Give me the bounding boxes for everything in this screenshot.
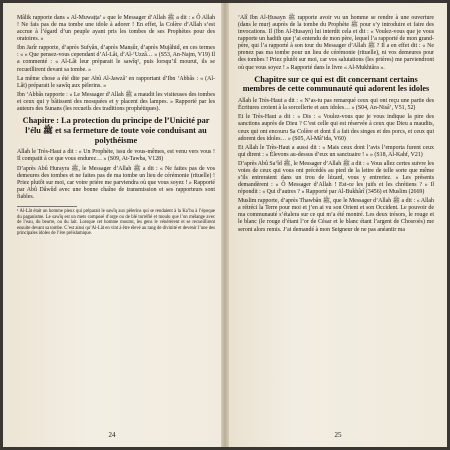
open-book	[3, 3, 447, 447]
footnote-rule	[17, 206, 77, 207]
left-page	[3, 3, 221, 447]
right-page	[229, 3, 447, 447]
footnote: ¹ Al-Lât était un homme pieux qui préparait le sawîq aux pèlerins qui se rendaient à la Ka’ba à l’époque du paganisme. Le sawîq est un mets composé d’orge ou de blé torréfié et moulu que l’on mélange avec de l’eau, du beurre, ou du lait. Lorsque cet homme mourut, les gens le vénérèrent et se recueillirent ensuite devant sa tombe. C’est ainsi qu’Al-Lât en vint à être élevé au rang de divinité et devenir l’une des principales idoles de l’ère préislamique.	[17, 208, 215, 237]
page-number: 24	[108, 431, 116, 439]
paragraph: D’après Abû Hurayra ﷺ, le Messager d’Allah ﷺ a dit : « Ne faites pas de vos demeures des tombes et ne faites pas de ma tombe un lieu de cérémonie (rituelle) ! Priez plutôt sur moi, car votre prière me parviendra où que vous soyez ! » Rapporté par Abû Dâwûd avec une bonne chaîne de transmission et ses rapporteurs sont fiables.	[17, 165, 216, 200]
paragraph: Allah le Très-Haut a dit : « Un Prophète, issu de vous-mêmes, est venu vers vous ! Il compatit à ce que vous endurez… » (S09, At-Tawba, V128)	[17, 149, 215, 163]
paragraph: Muslim rapporte, d’après Thawbân ﷺ, que le Messager d’Allah ﷺ a dit : « Allah a rétréci la Terre pour moi et j’en ai vu son Orient et son Occident. Le pouvoir de ma communauté s’étalera sur ce qui m’a été montré. Les deux trésors, le rouge et le blanc (le rouge d’étant l’or de César et le blanc étant l’argent de Chosroès) me seront alors remis. J’ai demandé à mon Seigneur de ne pas anéantir ma	[238, 198, 434, 233]
book-gutter	[221, 3, 229, 447]
paragraph: Et le Très-Haut a dit : « Dis : « Voulez-vous que je vous indique la pire des sanctions auprès de Dieu ? C’est celle qui est réservée à ceux que Dieu a maudits, ceux qui ont encouru Sa Colère et dont il a fait des singes et des porcs, et ceux qui adorent des idoles… » (S05, Al-Mâ’ida, V60)	[238, 114, 434, 142]
paragraph: D’après Abû Sa‘îd ﷺ, le Messager d’Allah ﷺ a dit : « Vous allez certes suivre les voies de ceux qui vous ont précédés au pied de la lettre de telle sorte que même s’ils entreraient dans un trou de lézard, vous y entreriez. » Les présents demandèrent : « Ô Messager d’Allah ! Est-ce les juifs et les chrétiens ? » Il répondit : « Qui d’autres ? » Rapporté par Al-Bukhârî (3456) et Muslim (2669)	[238, 160, 434, 196]
paragraph: Mâlik rapporte dans « Al-Muwaṭṭa’ » que le Messager d’Allah ﷺ a dit : « Ô Allah ! Ne fais pas de ma tombe une idole à adorer ! En effet, la Colère d’Allah s’est accrue à l’égard d’un peuple ayant pris les tombes de ses Prophètes pour des oratoires. »	[17, 15, 215, 43]
paragraph: Allah le Très-Haut a dit : « N’as-tu pas remarqué ceux qui ont reçu une partie des Écritures croient à la sorcellerie et aux idoles… » (S04, An-Nisâ’, V51, 52)	[238, 98, 434, 112]
page-number: 25	[334, 431, 342, 439]
paragraph: Et Allah le Très-Haut a aussi dit : « Mais ceux dont l’avis l’emporta furent ceux qui dirent : « Élevons au-dessus d’eux un sanctuaire ! » » (S18, Al-Kahf, V21)	[238, 144, 434, 158]
chapter-heading: Chapitre sur ce qui est dit concernant certains membres de cette communauté qui adorent les idoles	[242, 74, 430, 94]
paragraph: Ibn ‘Abbâs rapporte : « Le Messager d’Allah ﷺ a maudit les visiteuses des tombes et ceux qui y bâtissent des mosquées et y placent des lampes. » Rapporté par les auteurs des Sunans (les recueils des traditions prophétiques).	[17, 91, 215, 112]
paragraph: La même chose a été dite par Abû Al-Jawzâ’ en rapportant d’Ibn ‘Abbâs : « (Al-Lât) préparait le sawîq aux pèlerins. »	[17, 75, 215, 89]
paragraph: ‘Alî Ibn Al-Ḥusayn ﷺ rapporte avoir vu un homme se rendre à une ouverture (dans le mur) auprès de la tombe du Prophète ﷺ pour s’y introduire et faire des invocations. Il (Ibn Al-Ḥusayn) lui interdit cela et dit : « Voulez-vous que je vous rapporte un hadith que j’ai entendu de mon père, lequel l’a rapporté de mon grand-père, qui l’a rapporté à son tour du Messager d’Allah ﷺ ? Il a en effet dit : « Ne prenez pas ma tombe pour un lieu de cérémonie (rituelle), ni vos demeures pour des tombes ! Priez plutôt sur moi, car vos salutations (les prières) me parviendront où que vous soyez ! » Rapporté dans le livre « Al-Mukhtâra ».	[238, 15, 434, 71]
chapter-heading: Chapitre : La protection du principe de l’Unicité par l’élu ﷺ et sa fermeture de toute voie conduisant au polythéisme	[22, 116, 210, 145]
paragraph: Ibn Jarîr rapporte, d’après Sufyân, d’après Manṣûr, d’après Mujâhid, en ces termes : « « Que pensez-vous cependant d’Al-Lât, d’Al-‘Uzzâ… » (S53, An-Najm, V19) Il a commenté : « Al-Lât leur préparait le sawîq¹, puis lorsqu’il mourut, ils se recueillirent devant sa tombe. »	[17, 45, 215, 73]
